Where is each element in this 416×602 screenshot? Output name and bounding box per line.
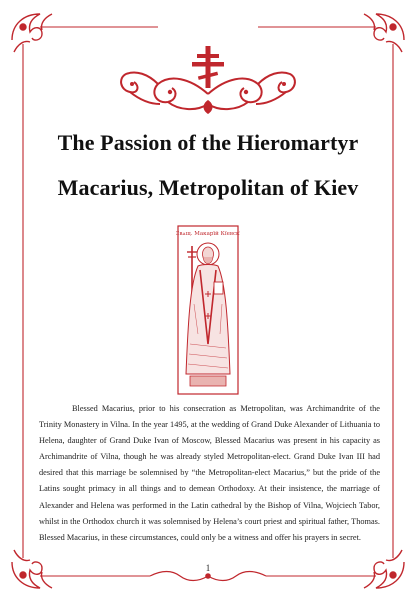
- document-title-line-1: The Passion of the Hieromartyr: [57, 130, 359, 155]
- cross-ornament-icon: [121, 46, 295, 114]
- page-number: 1: [205, 563, 211, 573]
- icon-caption: Свѧщ. Макарїй Кїевскїй: [176, 231, 240, 237]
- corner-flourish-top-left-icon: [12, 14, 52, 52]
- document-title-line-2: Macarius, Metropolitan of Kiev: [57, 175, 359, 200]
- body-paragraph: Blessed Macarius, prior to his consecration as Metropolitan, was Archimandrite of the Trinity Monastery in Vilna. In the year 1495, at the wedding of Grand Duke Alexander of Lithuania to Helena, daughter of Grand Duke Ivan of Moscow, Blessed Macarius was present in his capacity as Archimandrite of Vilna, though he was already styled Metropolitan-elect. Grand Duke Ivan III had desired that this marriage be solemnised by “the Metropolitan-elect Macarius,” but the pride of the Latins sought primacy in all things and to demean Orthodoxy. At their insistence, the marriage of Alexander and Helena was performed in the Latin cathedral by the Bishop of Vilna, Wojciech Tabor, whilst in the Orthodox church it was solemnised by Helena’s court priest and spiritual father, Thomas. Blessed Macarius, in these circumstances, could only be a witness and offer his prayers in secret.: [39, 404, 380, 542]
- saint-icon: [176, 224, 240, 396]
- corner-flourish-top-right-icon: [364, 14, 404, 52]
